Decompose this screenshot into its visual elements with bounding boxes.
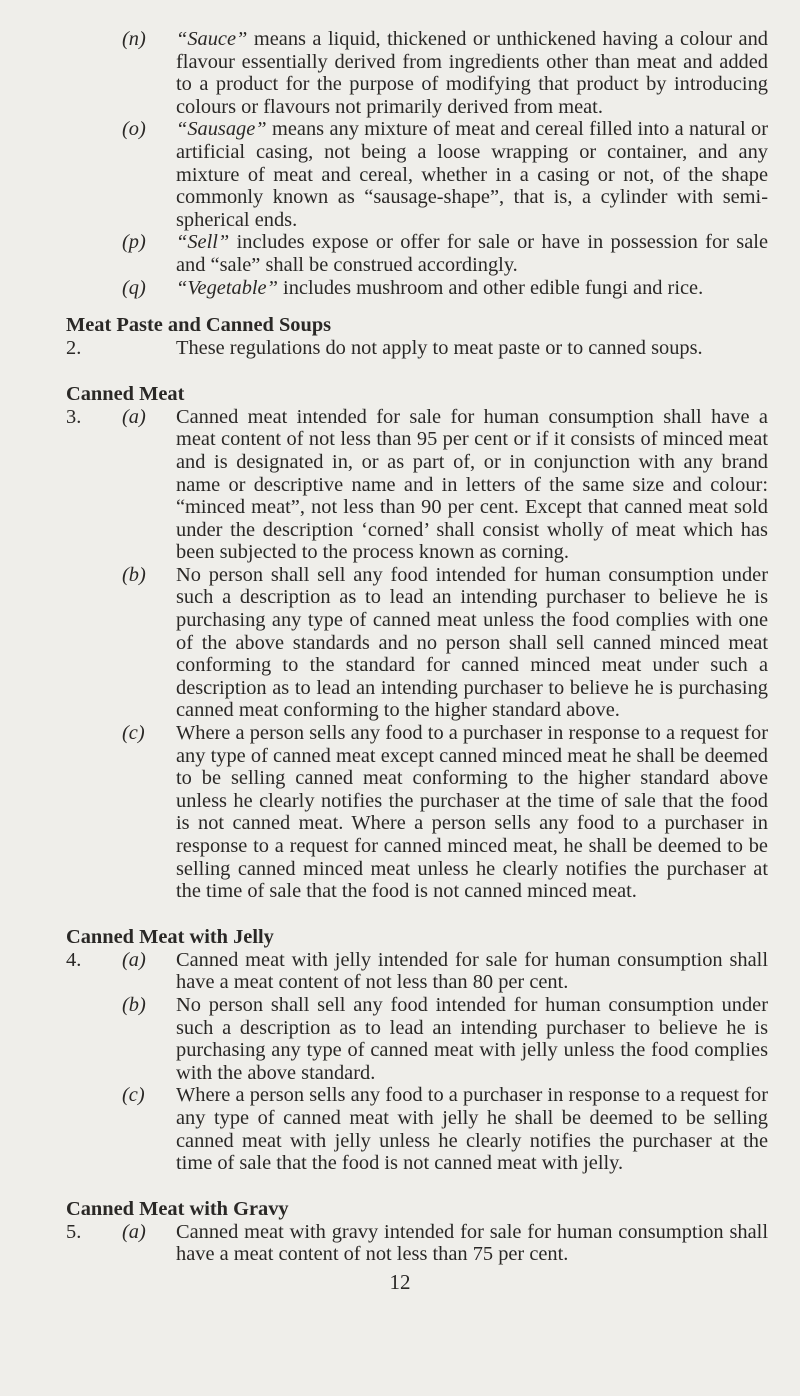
clause-row — [66, 1084, 768, 1174]
clause-body: No person shall sell any food intended for human consumption under such a description as to lead an intending purchaser to believe he is purchasing any type of canned meat with jelly unless the food complies with the above standard. — [176, 993, 768, 1084]
page-number: 12 — [389, 1269, 411, 1294]
definition-term: “Sell” — [176, 231, 230, 254]
clause-text — [176, 231, 768, 276]
clause-row — [66, 949, 768, 994]
clause-label: (c) — [122, 1084, 145, 1107]
clause-row — [66, 564, 768, 722]
clause-body: Where a person sells any food to a purchaser in response to a request for any type of canned meat with jelly he shall be deemed to be selling canned meat with jelly unless he clearly notifies the purchaser at the time of sale that the food is not canned meat with jelly. — [176, 1084, 768, 1175]
clause-label: (b) — [122, 993, 146, 1016]
clause-row — [66, 231, 768, 276]
clause-body: Where a person sells any food to a purchaser in response to a request for any type of canned meat except canned minced meat he shall be deemed to be selling canned meat conforming to the higher standard above unless he clearly notifies the purchaser at the time of sale that the food is not canned meat. Where a person sells any food to a purchaser in response to a request for canned minced meat, he shall be deemed to be selling canned minced meat unless he clearly notifies the purchaser at the time of sale that the food is not canned minced meat. — [176, 722, 768, 903]
clause-label: (a) — [122, 405, 146, 428]
clause-text — [176, 564, 768, 722]
clause-label: (a) — [122, 1220, 146, 1243]
clause-row — [66, 118, 768, 231]
clause-row — [66, 277, 768, 300]
clause-text — [176, 28, 768, 118]
clause-body: Canned meat with jelly intended for sale for human consumption shall have a meat content of not less than 80 per cent. — [176, 948, 768, 994]
definition-text: includes expose or offer for sale or have in possession for sale and “sale” shall be construed accordingly. — [176, 231, 768, 276]
clause-row — [66, 994, 768, 1084]
definition-term: “Vegetable” — [176, 276, 278, 299]
clause-text — [176, 994, 768, 1084]
clause-text — [176, 337, 768, 360]
clause-text — [176, 277, 768, 300]
clause-label: (o) — [122, 118, 146, 141]
clause-text — [176, 406, 768, 564]
clause-number: 2. — [66, 337, 82, 360]
clause-body: Canned meat intended for sale for human consumption shall have a meat content of not less than 95 per cent or if it consists of minced meat and is designated in, or as part of, or in conjunction with any brand name or descriptive name and in letters of the same size and colour: “minced meat”, not less than 90 per cent. Except that canned meat sold under the description ‘corned’ shall consist wholly of meat which has been subjected to the process known as corning. — [176, 405, 768, 564]
clause-row — [66, 406, 768, 564]
clause-label: (p) — [122, 231, 146, 254]
definition-text: means a liquid, thickened or unthickened having a colour and flavour essentially derived from ingredients other than meat and added to a product for the purpose of modifying that product by introducing colours or flavours not primarily derived from meat. — [176, 28, 768, 118]
definition-term: “Sauce” — [176, 28, 248, 50]
clause-row — [66, 722, 768, 903]
section-heading: Meat Paste and Canned Soups — [66, 314, 332, 337]
section-heading: Canned Meat — [66, 382, 185, 405]
clause-number: 5. — [66, 1220, 82, 1243]
clause-body: No person shall sell any food intended for human consumption under such a description as to lead an intending purchaser to believe he is purchasing any type of canned meat unless the food complies with one of the above standards and no person shall sell canned minced meat conforming to the standard for canned minced meat under such a description as to lead an intending purchaser to believe he is purchasing canned meat conforming to the higher standard above. — [176, 563, 768, 722]
section-heading: Canned Meat with Jelly — [66, 925, 274, 948]
clause-row — [66, 1221, 768, 1266]
definition-text: includes mushroom and other edible fungi and rice. — [277, 276, 704, 299]
section-heading: Canned Meat with Gravy — [66, 1197, 289, 1220]
clause-text — [176, 949, 768, 994]
clause-label: (b) — [122, 563, 146, 586]
clause-number: 4. — [66, 948, 82, 971]
clause-text — [176, 722, 768, 903]
definition-term: “Sausage” — [176, 118, 267, 141]
clause-body: Canned meat with gravy intended for sale for human consumption shall have a meat content of not less than 75 per cent. — [176, 1220, 768, 1266]
clause-body: These regulations do not apply to meat paste or to canned soups. — [176, 337, 703, 360]
clause-label: (n) — [122, 28, 146, 50]
clause-text — [176, 118, 768, 231]
clause-label: (c) — [122, 722, 145, 745]
clause-text — [176, 1084, 768, 1174]
clause-number: 3. — [66, 405, 82, 428]
clause-label: (a) — [122, 948, 146, 971]
clause-text — [176, 1221, 768, 1266]
definition-text: means any mixture of meat and cereal filled into a natural or artificial casing, not being a loose wrapping or container, and any mixture of meat and cereal, whether in a casing or not, of the shape commonly known as “sausage-shape”, that is, a cylinder with semi-spherical ends. — [176, 118, 768, 231]
clause-label: (q) — [122, 276, 146, 299]
clause-row — [66, 337, 768, 360]
clause-row — [66, 28, 768, 118]
